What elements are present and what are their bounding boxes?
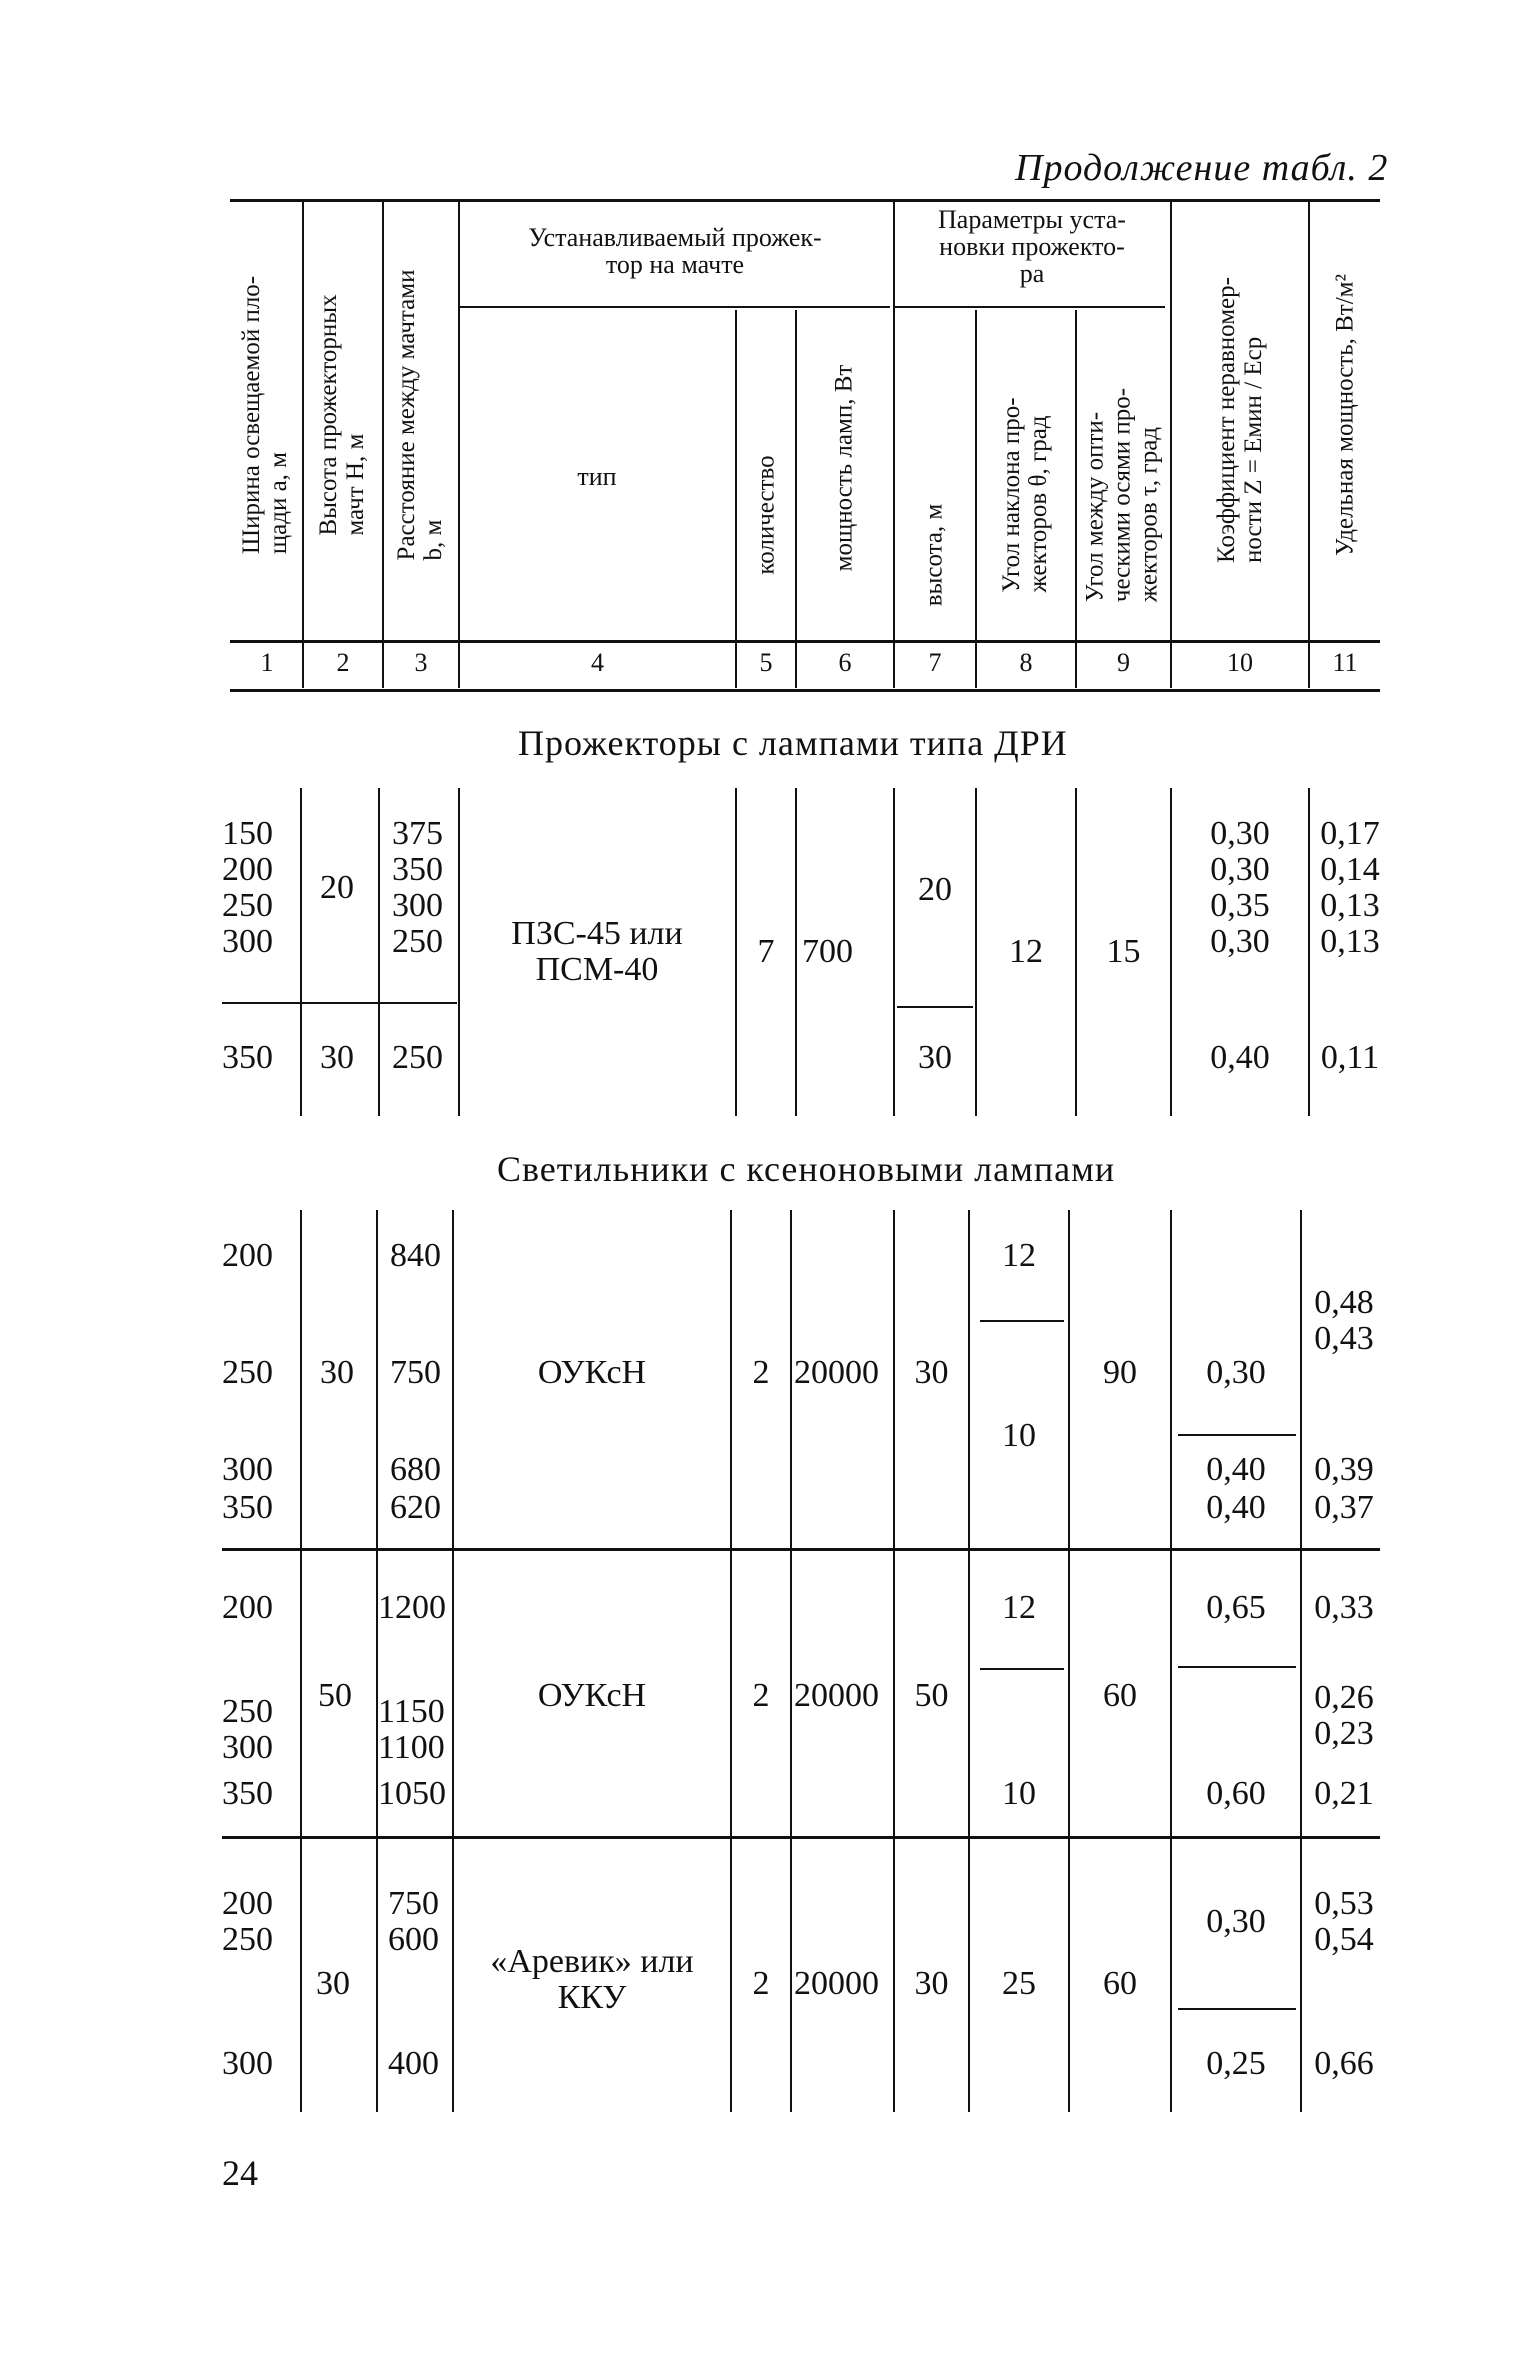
width-value: 200 <box>222 851 273 888</box>
s2-block-rule <box>222 1836 1380 1839</box>
mount-height: 30 <box>914 1965 949 2002</box>
page-number: 24 <box>222 2153 258 2193</box>
width-value: 250 <box>222 1354 273 1391</box>
mast-distance-value: 300 <box>392 887 443 924</box>
col-header-type: тип <box>577 462 617 491</box>
s1-sub-rule <box>897 1006 973 1008</box>
specific-power-value: 0,26 <box>1314 1679 1374 1716</box>
mast-distance-value: 840 <box>390 1237 441 1274</box>
mount-height: 20 <box>918 871 952 908</box>
col-header-area-width: Ширина освещаемой пло- щади a, м <box>238 275 292 555</box>
luminaire-quantity: 2 <box>752 1354 770 1391</box>
specific-power-value: 0,23 <box>1314 1715 1374 1752</box>
axis-angle: 60 <box>1103 1965 1137 2002</box>
s2-col-sep <box>300 1210 302 2112</box>
mast-distance-value: 620 <box>390 1489 441 1526</box>
specific-power-value: 0,21 <box>1314 1775 1374 1812</box>
nonuniformity-value: 0,40 <box>1210 1039 1270 1076</box>
width-value: 250 <box>222 1693 273 1730</box>
width-value: 250 <box>222 1921 273 1958</box>
nonuniformity-value: 0,30 <box>1206 1354 1266 1391</box>
tilt-angle: 25 <box>1002 1965 1036 2002</box>
lamp-power: 20000 <box>794 1965 879 2002</box>
mount-height: 50 <box>914 1677 949 1714</box>
s1-col-sep <box>378 788 380 1116</box>
mast-distance-value: 1150 <box>378 1693 445 1730</box>
header-col-sep <box>1170 200 1172 688</box>
group-header-projector: Устанавливаемый прожек- тор на мачте <box>528 223 822 279</box>
col-number: 3 <box>414 648 428 677</box>
header-bottom-rule <box>230 689 1380 692</box>
col-number: 8 <box>1019 648 1033 677</box>
header-col-sep <box>735 310 737 688</box>
specific-power-value: 0,66 <box>1314 2045 1374 2082</box>
s2-col-sep <box>376 1210 378 2112</box>
tilt-angle: 12 <box>1009 933 1043 970</box>
width-value: 200 <box>222 1237 273 1274</box>
section-title-dri: Прожекторы с лампами типа ДРИ <box>518 723 1068 763</box>
group-header-install-params: Параметры уста- новки прожекто- ра <box>938 205 1126 288</box>
col-header-tilt-angle: Угол наклона про- жекторов θ, град <box>998 397 1052 593</box>
mast-distance-value: 375 <box>392 815 443 852</box>
axis-angle: 15 <box>1106 933 1141 970</box>
b2-z-rule <box>1178 1666 1296 1668</box>
mast-distance-value: 400 <box>388 2045 439 2082</box>
mast-distance-value: 600 <box>388 1921 439 1958</box>
b1-z-rule <box>1178 1434 1296 1436</box>
s1-col-sep <box>795 788 797 1116</box>
mount-height: 30 <box>918 1039 952 1076</box>
header-col-sep <box>795 310 797 688</box>
mast-height-value: 50 <box>318 1677 352 1714</box>
header-col-sep <box>975 310 977 688</box>
nonuniformity-value: 0,25 <box>1206 2045 1266 2082</box>
nonuniformity-value: 0,35 <box>1210 887 1270 924</box>
col-header-quantity: количество <box>752 455 780 575</box>
width-value: 200 <box>222 1885 273 1922</box>
nonuniformity-value: 0,30 <box>1210 815 1270 852</box>
s1-sub-rule <box>222 1002 457 1004</box>
projector-type: ПЗС-45 или ПСМ-40 <box>511 915 683 988</box>
luminaire-quantity: 2 <box>752 1965 770 2002</box>
nonuniformity-value: 0,30 <box>1210 923 1270 960</box>
width-value: 300 <box>222 1451 273 1488</box>
mast-distance-value: 250 <box>392 1039 443 1076</box>
tilt-angle: 10 <box>1002 1775 1036 1812</box>
header-col-sep <box>1075 310 1077 688</box>
width-value: 250 <box>222 887 273 924</box>
nonuniformity-value: 0,60 <box>1206 1775 1266 1812</box>
specific-power-value: 0,53 <box>1314 1885 1374 1922</box>
s1-col-sep <box>300 788 302 1116</box>
specific-power-value: 0,48 <box>1314 1284 1374 1321</box>
col-number: 2 <box>336 648 350 677</box>
col-number: 1 <box>260 648 274 677</box>
width-value: 300 <box>222 2045 273 2082</box>
s1-col-sep <box>458 788 460 1116</box>
mast-distance-value: 750 <box>388 1885 439 1922</box>
mast-height-value: 30 <box>320 1039 354 1076</box>
specific-power-value: 0,13 <box>1320 887 1380 924</box>
luminaire-type: ОУКсН <box>537 1354 647 1391</box>
specific-power-value: 0,11 <box>1320 1039 1380 1076</box>
col-number: 11 <box>1332 648 1358 677</box>
width-value: 200 <box>222 1589 273 1626</box>
header-col-sep <box>458 200 460 688</box>
col-number: 6 <box>838 648 852 677</box>
col-number: 7 <box>928 648 942 677</box>
nonuniformity-value: 0,30 <box>1206 1903 1266 1940</box>
col-number: 5 <box>759 648 773 677</box>
b3-z-rule <box>1178 2008 1296 2010</box>
mast-distance-value: 750 <box>390 1354 441 1391</box>
width-value: 350 <box>222 1775 273 1812</box>
s2-block-rule <box>222 1548 1380 1551</box>
specific-power-value: 0,17 <box>1320 815 1380 852</box>
header-col-sep <box>302 200 304 688</box>
col-header-mast-distance: Расстояние между мачтами b, м <box>393 269 447 561</box>
mast-distance-value: 250 <box>392 923 443 960</box>
nonuniformity-value: 0,30 <box>1210 851 1270 888</box>
tilt-angle: 12 <box>1002 1237 1036 1274</box>
width-value: 300 <box>222 1729 273 1766</box>
width-value: 150 <box>222 815 273 852</box>
specific-power-value: 0,37 <box>1314 1489 1374 1526</box>
luminaire-quantity: 2 <box>752 1677 770 1714</box>
group4-subrule <box>460 306 890 308</box>
specific-power-value: 0,13 <box>1320 923 1380 960</box>
col-header-lamp-power: мощность ламп, Вт <box>830 364 858 572</box>
col-number: 10 <box>1227 648 1253 677</box>
header-col-sep <box>1308 200 1310 688</box>
specific-power-value: 0,33 <box>1314 1589 1374 1626</box>
header-numbers-rule <box>230 640 1380 643</box>
luminaire-type: ОУКсН <box>537 1677 647 1714</box>
specific-power-value: 0,14 <box>1320 851 1380 888</box>
lamp-power: 700 <box>802 933 853 970</box>
tilt-angle: 10 <box>1002 1417 1036 1454</box>
col-header-mast-height: Высота прожекторных мачт H, м <box>315 294 369 536</box>
col-number: 4 <box>591 648 604 677</box>
s2-col-sep <box>452 1210 454 2112</box>
mast-height-value: 30 <box>316 1965 350 2002</box>
specific-power-value: 0,54 <box>1314 1921 1374 1958</box>
col-header-mount-height: высота, м <box>920 503 948 607</box>
axis-angle: 90 <box>1103 1354 1137 1391</box>
lamp-power: 20000 <box>794 1677 879 1714</box>
projector-quantity: 7 <box>757 933 775 970</box>
mast-height-value: 20 <box>320 869 354 906</box>
specific-power-value: 0,43 <box>1314 1320 1374 1357</box>
col-header-axis-angle: Угол между опти- ческими осями про- жекторов τ, град <box>1081 387 1163 603</box>
mast-distance-value: 1200 <box>378 1589 446 1626</box>
b1-angle-rule <box>980 1320 1064 1322</box>
col-header-nonuniformity: Коэффициент неравномер- ности Z = Eмин / Eср <box>1213 277 1267 563</box>
header-top-rule <box>230 199 1380 202</box>
s2-col-sep <box>1170 1210 1172 2112</box>
continuation-header: Продолжение табл. 2 <box>1015 147 1389 189</box>
mast-distance-value: 1100 <box>378 1729 445 1766</box>
s2-col-sep <box>790 1210 792 2112</box>
nonuniformity-value: 0,40 <box>1206 1489 1266 1526</box>
header-col-sep <box>893 200 895 688</box>
col-header-specific-power: Удельная мощность, Вт/м² <box>1331 274 1359 556</box>
luminaire-type: «Аревик» или ККУ <box>490 1943 694 2016</box>
nonuniformity-value: 0,65 <box>1206 1589 1266 1626</box>
width-value: 350 <box>222 1039 273 1076</box>
lamp-power: 20000 <box>794 1354 879 1391</box>
col-number: 9 <box>1117 648 1130 677</box>
b2-angle-rule <box>980 1668 1064 1670</box>
axis-angle: 60 <box>1103 1677 1137 1714</box>
tilt-angle: 12 <box>1002 1589 1036 1626</box>
mount-height: 30 <box>914 1354 949 1391</box>
mast-distance-value: 680 <box>390 1451 441 1488</box>
mast-height-value: 30 <box>320 1354 354 1391</box>
mast-distance-value: 350 <box>392 851 443 888</box>
width-value: 300 <box>222 923 273 960</box>
header-col-sep <box>382 200 384 688</box>
width-value: 350 <box>222 1489 273 1526</box>
section-title-xenon: Светильники с ксеноновыми лампами <box>497 1149 1116 1189</box>
specific-power-value: 0,39 <box>1314 1451 1374 1488</box>
mast-distance-value: 1050 <box>378 1775 446 1812</box>
group7-subrule <box>895 306 1165 308</box>
nonuniformity-value: 0,40 <box>1206 1451 1266 1488</box>
